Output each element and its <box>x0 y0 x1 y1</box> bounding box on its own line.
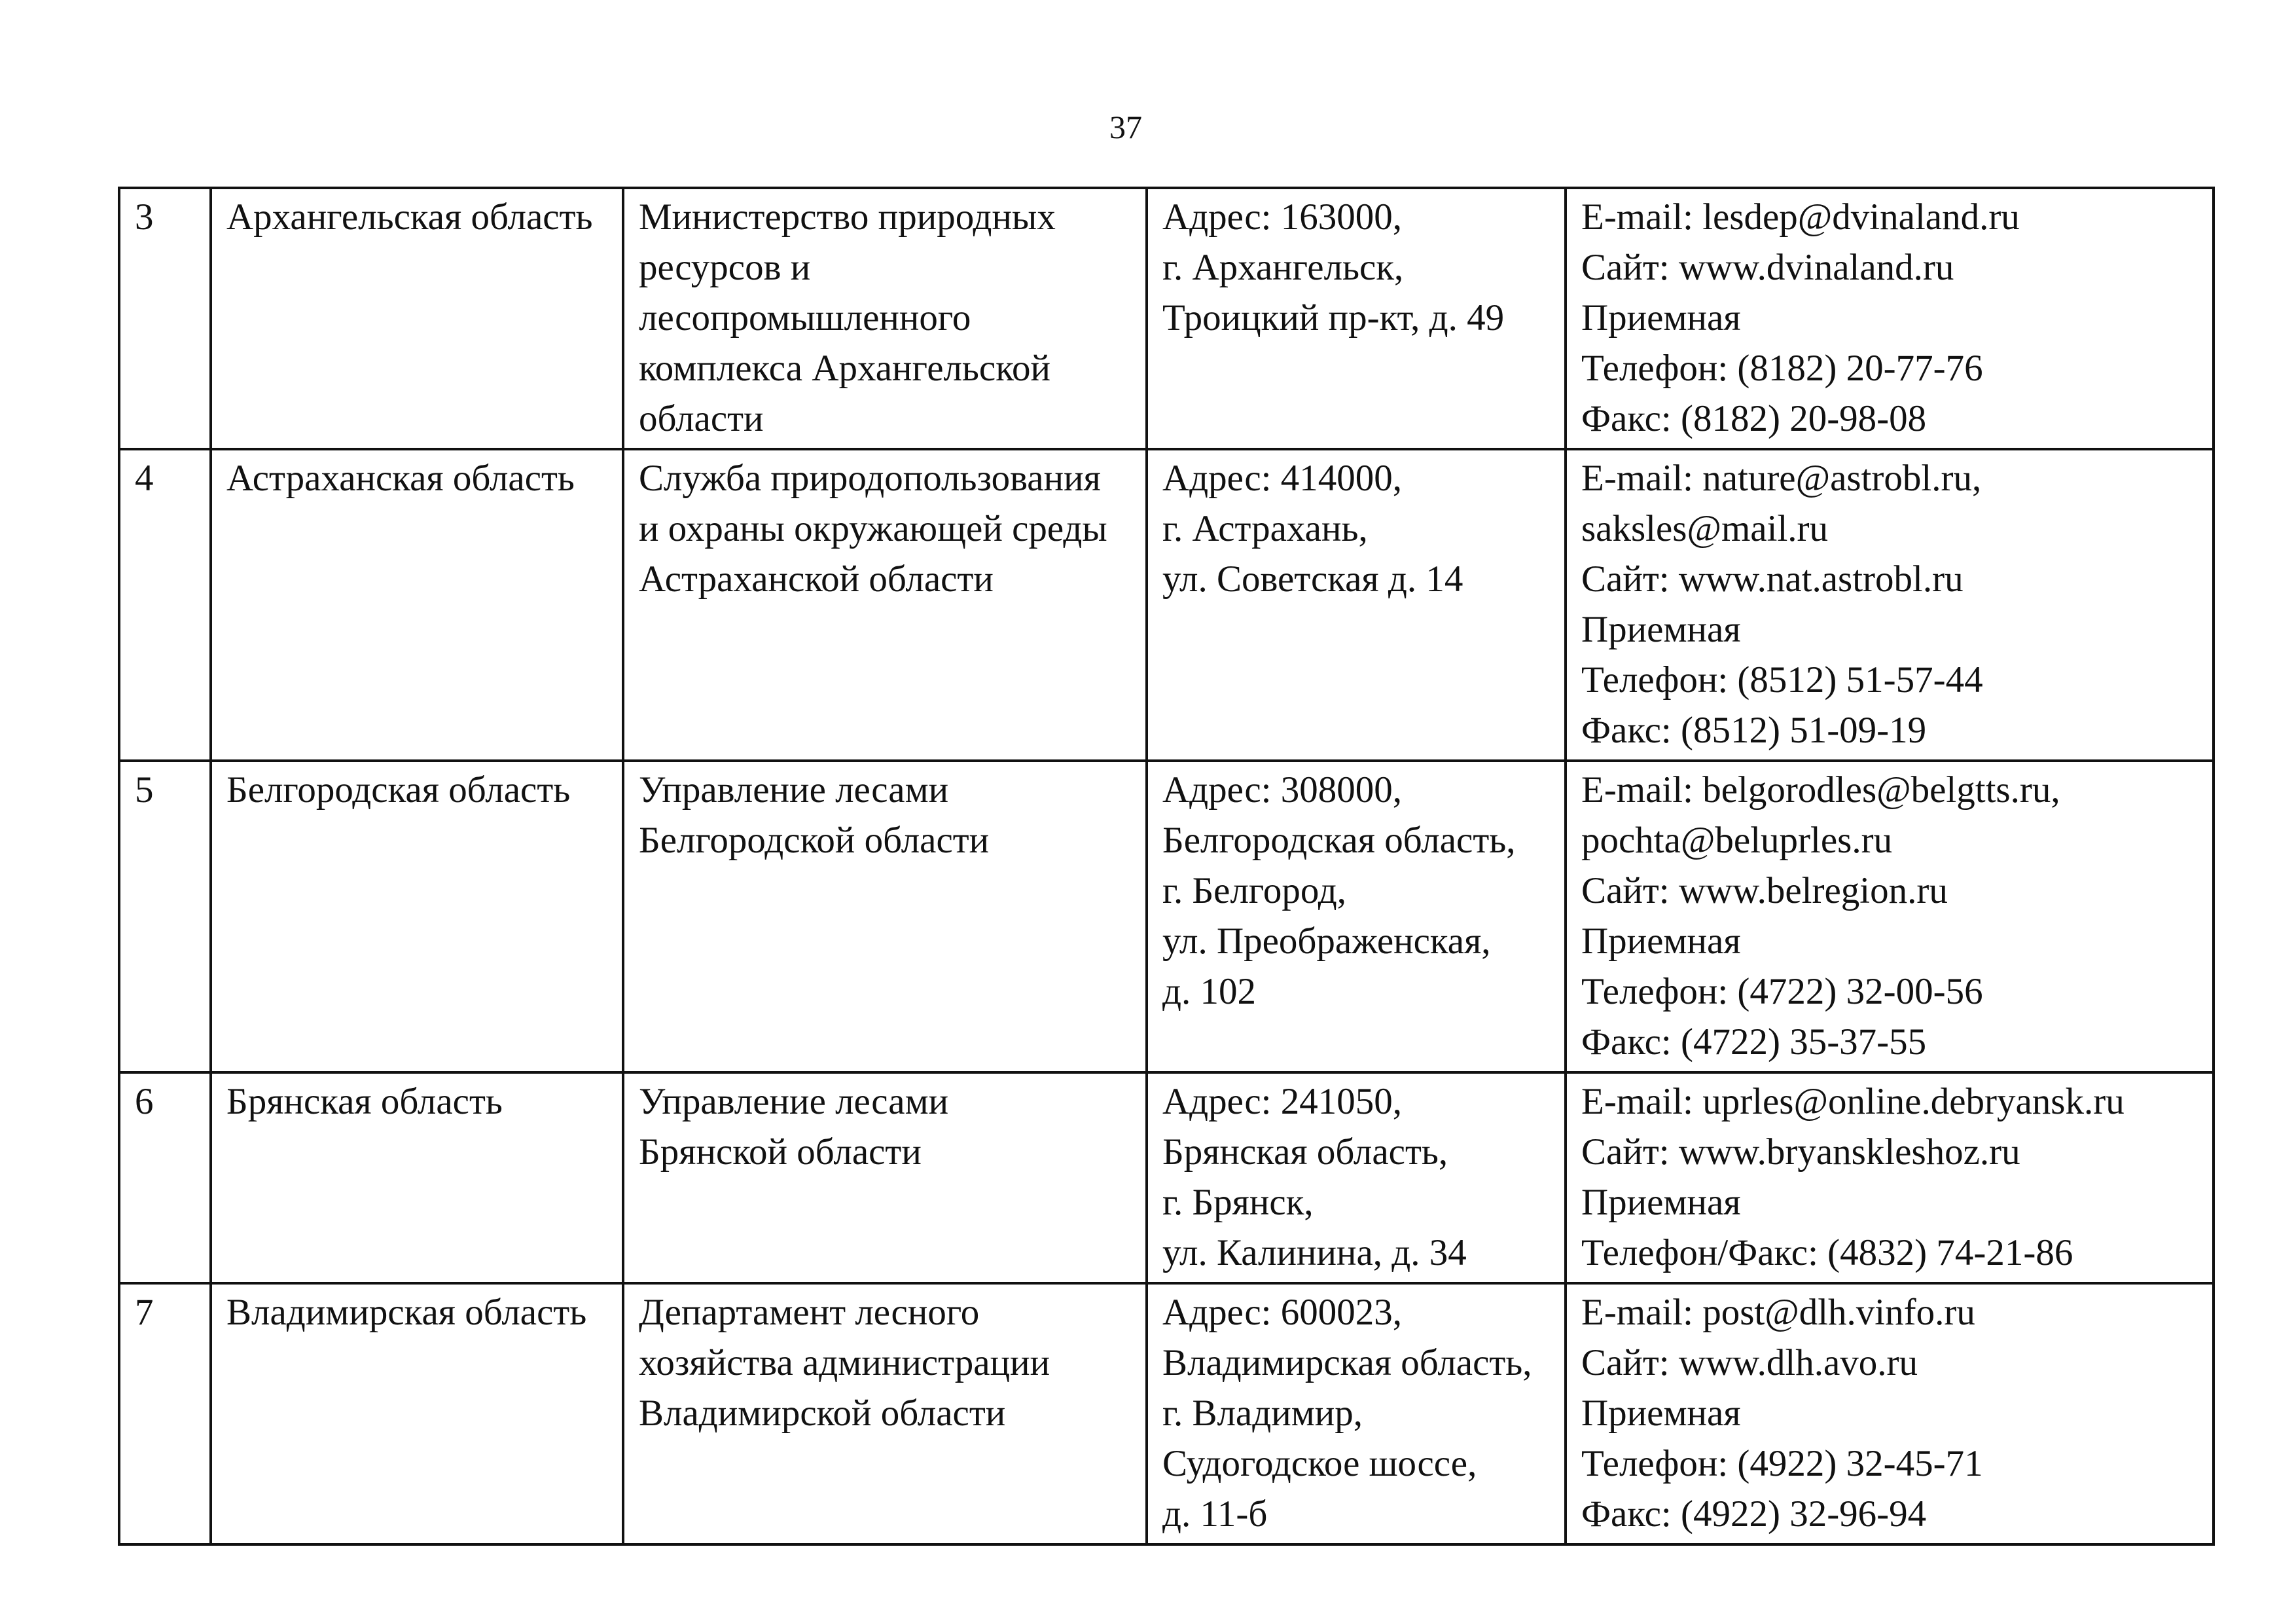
reception-line: Приемная <box>1581 297 1741 338</box>
region-name: Астраханская область <box>211 449 623 761</box>
website-line: Сайт: www.nat.astrobl.ru <box>1581 558 1964 600</box>
org-line: Служба природопользования <box>639 458 1101 499</box>
address-line: Адрес: 163000, <box>1162 196 1403 238</box>
address-line: Владимирская область, <box>1162 1342 1532 1383</box>
address-line: г. Брянск, <box>1162 1182 1314 1223</box>
organization-name <box>623 761 1147 1072</box>
table-row <box>119 1072 2214 1283</box>
email-line: pochta@beluprles.ru <box>1581 820 1893 861</box>
contact-details <box>1566 761 2214 1072</box>
address-line: г. Белгород, <box>1162 870 1346 911</box>
reception-line: Приемная <box>1581 609 1741 650</box>
row-number: 7 <box>119 1283 211 1544</box>
org-line: и охраны окружающей среды <box>639 508 1107 549</box>
reception-line: Приемная <box>1581 1182 1741 1223</box>
region-name: Владимирская область <box>211 1283 623 1544</box>
website-line: Сайт: www.dvinaland.ru <box>1581 247 1954 288</box>
address-line: д. 102 <box>1162 971 1257 1012</box>
address-line: Судогодское шоссе, <box>1162 1443 1477 1484</box>
org-line: лесопромышленного <box>639 297 971 338</box>
address <box>1147 761 1566 1072</box>
contact-details <box>1566 449 2214 761</box>
phone-fax-line: Телефон/Факс: (4832) 74-21-86 <box>1581 1232 2073 1273</box>
address-line: ул. Калинина, д. 34 <box>1162 1232 1467 1273</box>
fax-line: Факс: (4722) 35-37-55 <box>1581 1021 1927 1063</box>
org-line: области <box>639 398 764 439</box>
address <box>1147 188 1566 449</box>
row-number: 3 <box>119 188 211 449</box>
org-line: ресурсов и <box>639 247 811 288</box>
org-line: комплекса Архангельской <box>639 348 1051 389</box>
address-line: г. Астрахань, <box>1162 508 1368 549</box>
address-line: Брянская область, <box>1162 1131 1448 1173</box>
region-name: Архангельская область <box>211 188 623 449</box>
phone-line: Телефон: (4722) 32-00-56 <box>1581 971 1983 1012</box>
region-name: Брянская область <box>211 1072 623 1283</box>
address-line: Адрес: 308000, <box>1162 769 1403 811</box>
organization-name <box>623 1072 1147 1283</box>
website-line: Сайт: www.bryanskleshoz.ru <box>1581 1131 2020 1173</box>
forestry-contacts-table <box>118 187 2215 1546</box>
address-line: ул. Советская д. 14 <box>1162 558 1463 600</box>
fax-line: Факс: (4922) 32-96-94 <box>1581 1493 1927 1535</box>
email-line: E-mail: nature@astrobl.ru, <box>1581 458 1982 499</box>
org-line: Департамент лесного <box>639 1292 980 1333</box>
org-line: Управление лесами <box>639 1081 949 1122</box>
phone-line: Телефон: (8182) 20-77-76 <box>1581 348 1983 389</box>
address-line: Белгородская область, <box>1162 820 1516 861</box>
contact-details <box>1566 1072 2214 1283</box>
row-number: 4 <box>119 449 211 761</box>
contact-details <box>1566 188 2214 449</box>
website-line: Сайт: www.belregion.ru <box>1581 870 1948 911</box>
row-number: 6 <box>119 1072 211 1283</box>
organization-name <box>623 188 1147 449</box>
reception-line: Приемная <box>1581 921 1741 962</box>
table-row <box>119 188 2214 449</box>
table-body <box>119 188 2214 1544</box>
table-row <box>119 1283 2214 1544</box>
contact-details <box>1566 1283 2214 1544</box>
org-line: Министерство природных <box>639 196 1056 238</box>
address <box>1147 1283 1566 1544</box>
table-row <box>119 761 2214 1072</box>
region-name: Белгородская область <box>211 761 623 1072</box>
fax-line: Факс: (8512) 51-09-19 <box>1581 710 1927 751</box>
organization-name <box>623 1283 1147 1544</box>
email-line: E-mail: belgorodles@belgtts.ru, <box>1581 769 2060 811</box>
org-line: хозяйства администрации <box>639 1342 1050 1383</box>
phone-line: Телефон: (8512) 51-57-44 <box>1581 659 1983 701</box>
page-number: 37 <box>1109 109 1142 145</box>
address-line: Адрес: 600023, <box>1162 1292 1403 1333</box>
org-line: Управление лесами <box>639 769 949 811</box>
reception-line: Приемная <box>1581 1393 1741 1434</box>
row-number: 5 <box>119 761 211 1072</box>
org-line: Владимирской области <box>639 1393 1006 1434</box>
org-line: Белгородской области <box>639 820 990 861</box>
address <box>1147 1072 1566 1283</box>
phone-line: Телефон: (4922) 32-45-71 <box>1581 1443 1983 1484</box>
org-line: Астраханской области <box>639 558 994 600</box>
address-line: Адрес: 414000, <box>1162 458 1403 499</box>
email-line: E-mail: lesdep@dvinaland.ru <box>1581 196 2020 238</box>
address-line: ул. Преображенская, <box>1162 921 1491 962</box>
address-line: Троицкий пр-кт, д. 49 <box>1162 297 1505 338</box>
table-row <box>119 449 2214 761</box>
address-line: д. 11-б <box>1162 1493 1268 1535</box>
fax-line: Факс: (8182) 20-98-08 <box>1581 398 1927 439</box>
address-line: г. Владимир, <box>1162 1393 1363 1434</box>
email-line: saksles@mail.ru <box>1581 508 1829 549</box>
address <box>1147 449 1566 761</box>
org-line: Брянской области <box>639 1131 922 1173</box>
organization-name <box>623 449 1147 761</box>
address-line: г. Архангельск, <box>1162 247 1404 288</box>
email-line: E-mail: post@dlh.vinfo.ru <box>1581 1292 1975 1333</box>
email-line: E-mail: uprles@online.debryansk.ru <box>1581 1081 2125 1122</box>
address-line: Адрес: 241050, <box>1162 1081 1403 1122</box>
website-line: Сайт: www.dlh.avo.ru <box>1581 1342 1918 1383</box>
